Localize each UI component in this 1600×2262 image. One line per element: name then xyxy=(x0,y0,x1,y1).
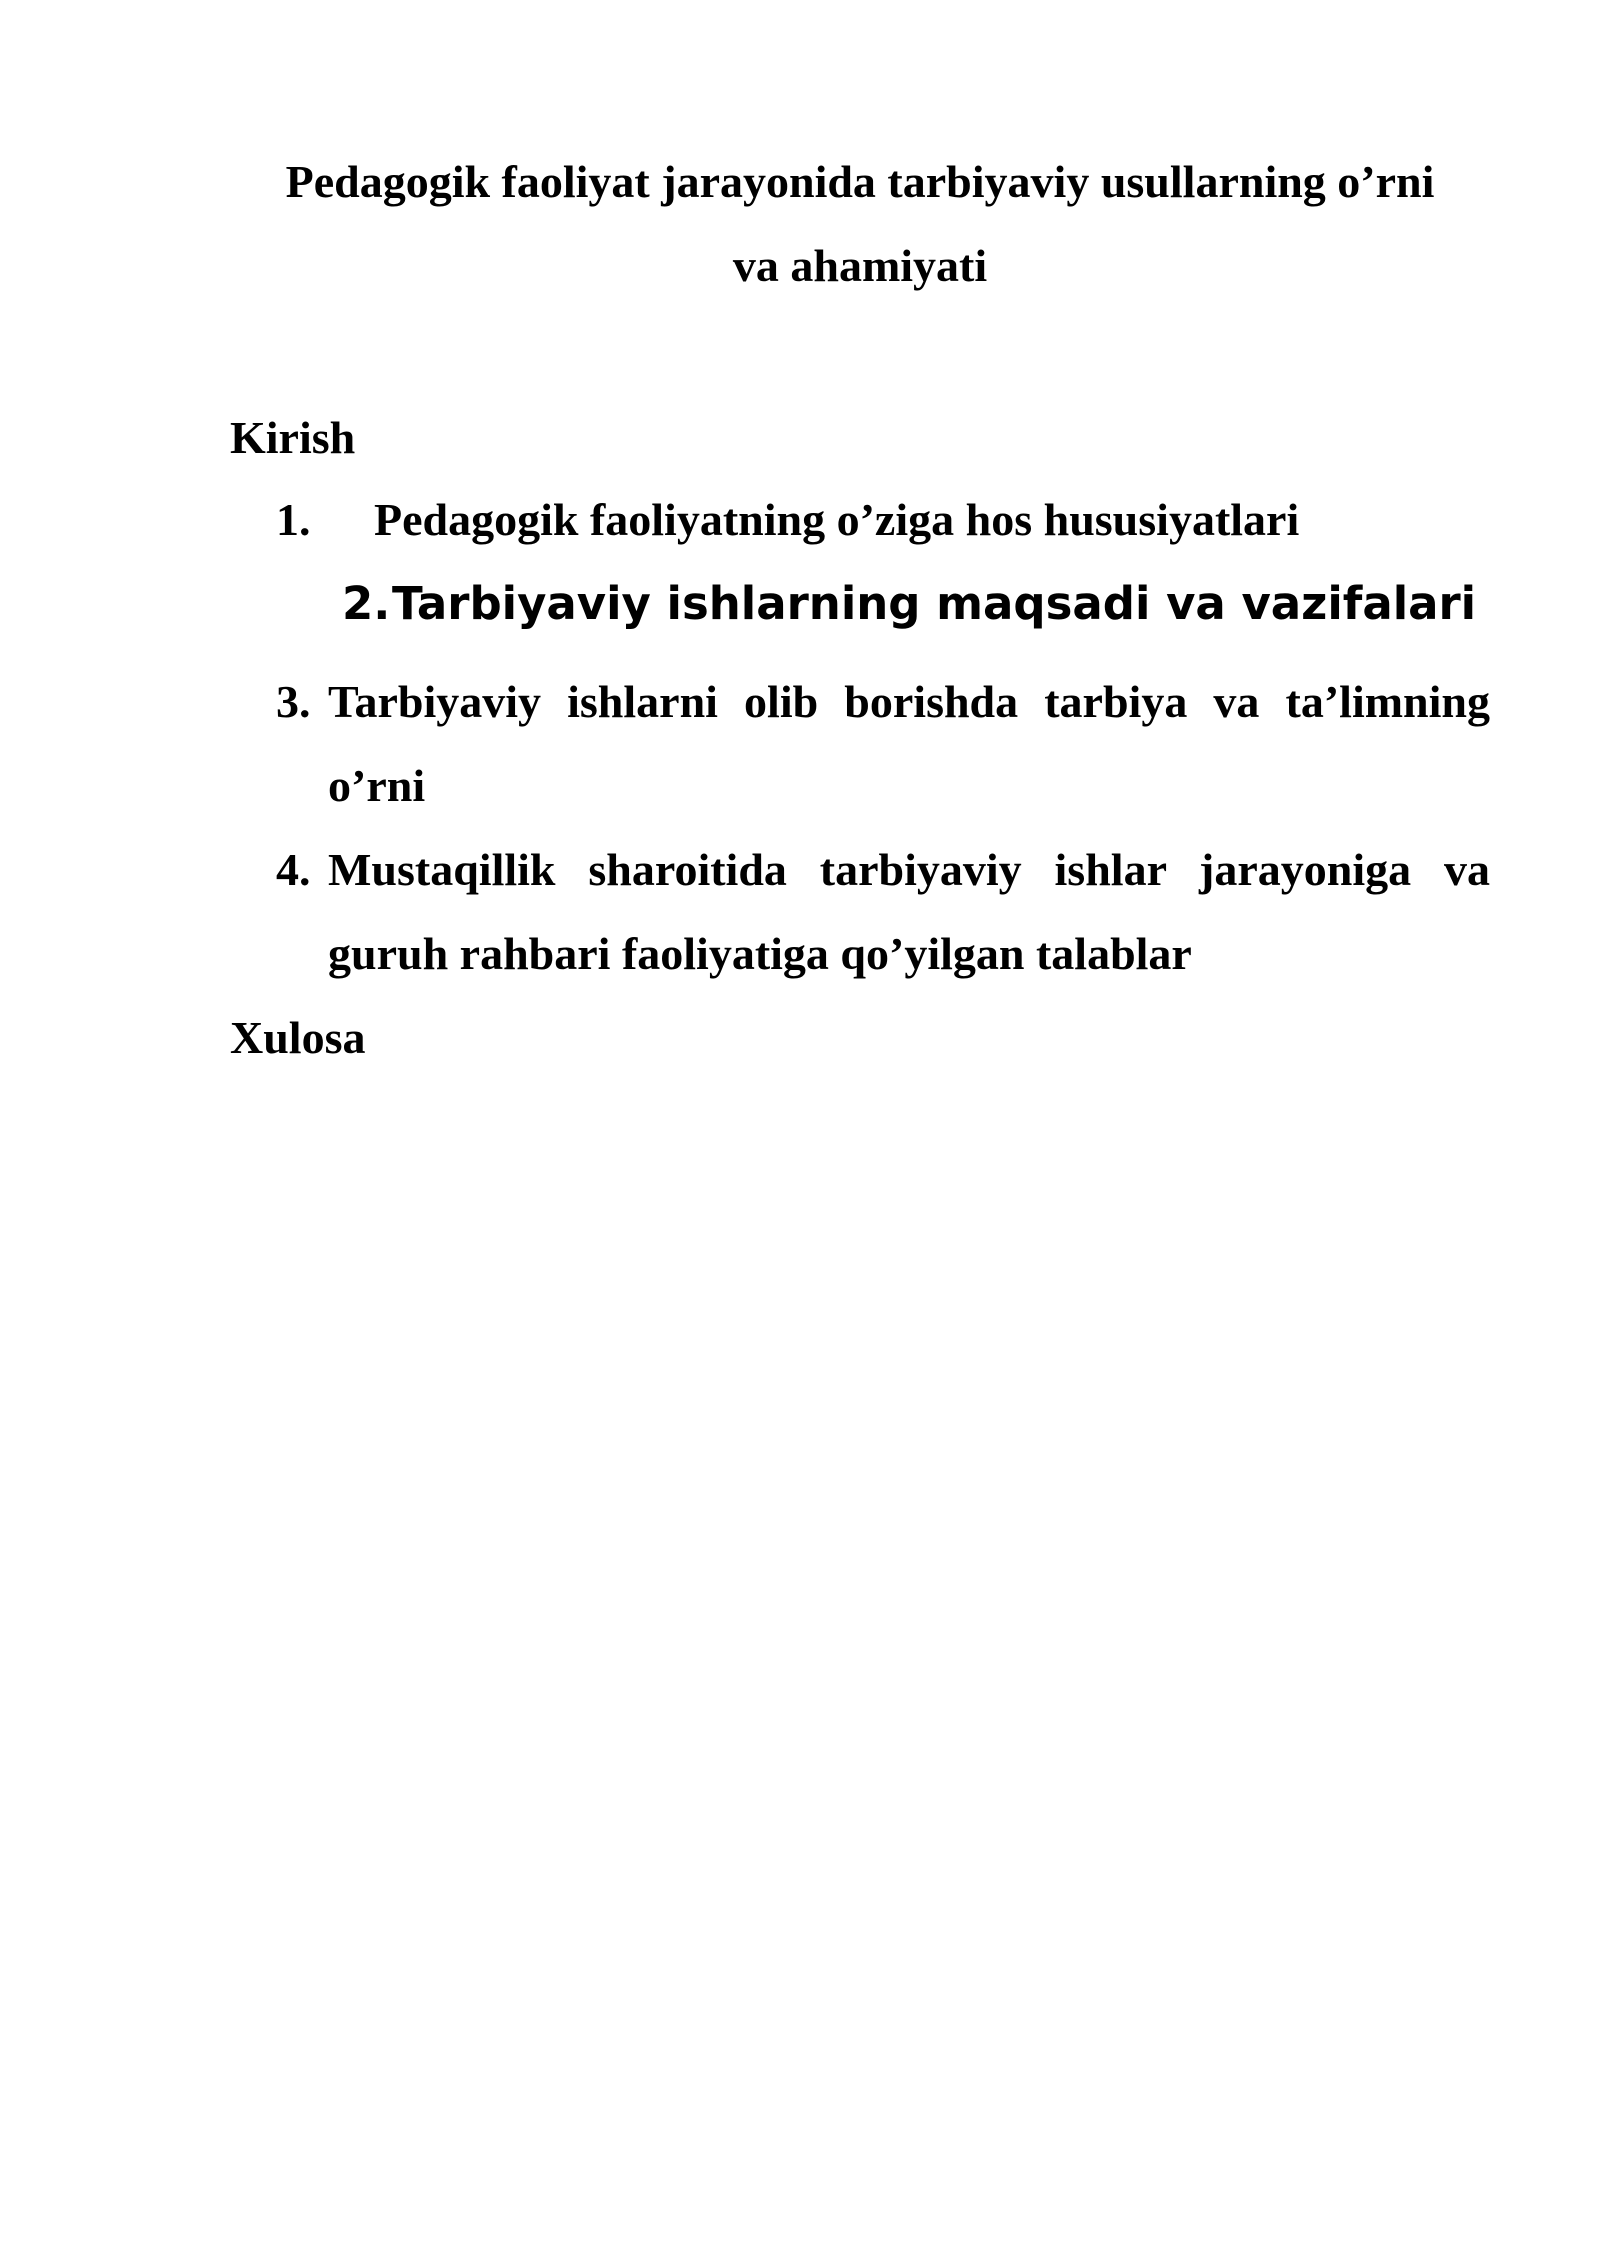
title-line-1: Pedagogik faoliyat jarayonida tarbiyaviy usullarning o’rni xyxy=(285,156,1435,207)
title-line-2: va ahamiyati xyxy=(732,240,988,291)
toc-item-text: Pedagogik faoliyatning o’ziga hos hususiyatlari xyxy=(374,494,1300,545)
toc-item-text: Tarbiyaviy ishlarning maqsadi va vazifalari xyxy=(392,577,1477,630)
toc-item-2 xyxy=(342,562,1476,646)
toc-item-text-line-2: o’rni xyxy=(328,760,426,811)
toc-item-text-line-2: guruh rahbari faoliyatiga qo’yilgan talablar xyxy=(328,928,1192,979)
toc-item-number: 1. xyxy=(276,494,311,545)
conclusion-heading: Xulosa xyxy=(230,1012,366,1063)
document-title xyxy=(230,140,1490,308)
toc-item-number: 3. xyxy=(276,676,311,727)
toc-item-text-line-1: Mustaqillik sharoitida tarbiyaviy ishlar jarayoniga va xyxy=(328,844,1490,895)
toc-item-text-line-1: Tarbiyaviy ishlarni olib borishda tarbiya va ta’limning xyxy=(328,676,1490,727)
intro-heading: Kirish xyxy=(230,412,356,463)
toc-item-number: 4. xyxy=(276,844,311,895)
toc-item-number: 2. xyxy=(342,577,391,630)
